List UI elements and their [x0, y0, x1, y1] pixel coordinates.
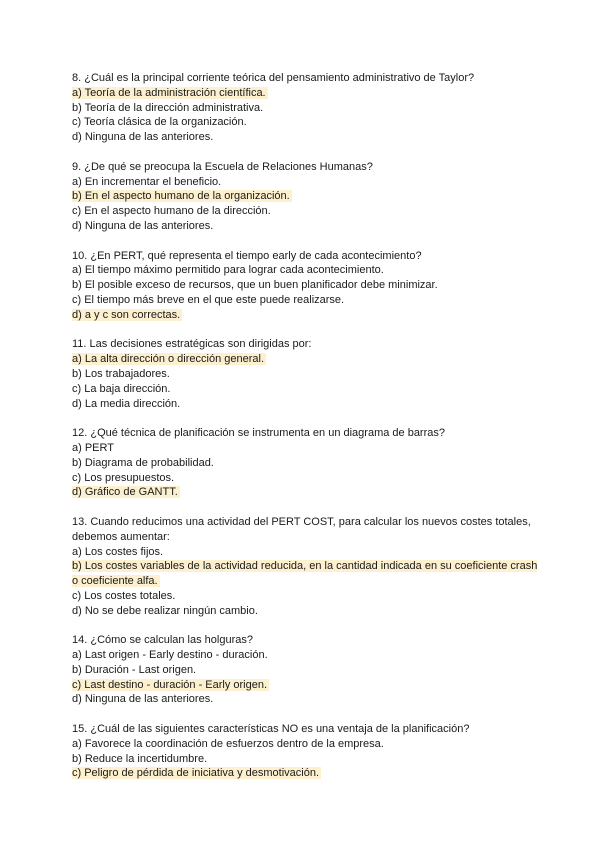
option-d: d) Ninguna de las anteriores.: [72, 693, 214, 706]
question-11: [72, 337, 542, 411]
option-b: b) Los trabajadores.: [72, 367, 170, 380]
highlighted-answer: d) a y c son correctas.: [72, 308, 181, 321]
option-c: [72, 766, 542, 781]
option-d: d) Ninguna de las anteriores.: [72, 219, 214, 232]
option-b: b) Reduce la incertidumbre.: [72, 752, 208, 765]
question-list: [72, 71, 542, 796]
highlighted-answer: a) Teoría de la administración científica.: [72, 86, 266, 99]
option-a: [72, 86, 542, 101]
option-b: b) El posible exceso de recursos, que un buen planificador debe minimizar.: [72, 279, 438, 292]
option-b: b) Teoría de la dirección administrativa.: [72, 101, 264, 114]
option-a: a) El tiempo máximo permitido para lograr cada acontecimiento.: [72, 264, 384, 277]
option-d: d) No se debe realizar ningún cambio.: [72, 604, 258, 617]
option-b: [72, 559, 542, 589]
option-c: c) Los presupuestos.: [72, 471, 175, 484]
option-d: [72, 485, 542, 500]
option-c: c) Los costes totales.: [72, 589, 176, 602]
question-prompt: 11. Las decisiones estratégicas son dirigidas por:: [72, 338, 312, 351]
question-prompt: 10. ¿En PERT, qué representa el tiempo early de cada acontecimiento?: [72, 249, 422, 262]
highlighted-answer: a) La alta dirección o dirección general.: [72, 353, 265, 366]
highlighted-answer: d) Gráfico de GANTT.: [72, 486, 178, 499]
question-prompt: 12. ¿Qué técnica de planificación se instrumenta en un diagrama de barras?: [72, 427, 445, 440]
option-c: c) El tiempo más breve en el que este puede realizarse.: [72, 293, 345, 306]
question-prompt: 13. Cuando reducimos una actividad del PERT COST, para calcular los nuevos costes totales, debemos aumentar:: [72, 515, 531, 543]
option-c: c) Teoría clásica de la organización.: [72, 116, 247, 129]
option-a: a) Los costes fijos.: [72, 545, 164, 558]
question-12: [72, 426, 542, 500]
option-a: a) Last origen - Early destino - duración.: [72, 649, 268, 662]
highlighted-answer: c) Last destino - duración - Early origen.: [72, 678, 268, 691]
question-prompt: 14. ¿Cómo se calculan las holguras?: [72, 634, 253, 647]
highlighted-answer: c) Peligro de pérdida de iniciativa y desmotivación.: [72, 767, 320, 780]
option-a: [72, 352, 542, 367]
question-14: [72, 633, 542, 707]
question-9: [72, 160, 542, 234]
question-15: [72, 722, 542, 781]
option-a: a) En incrementar el beneficio.: [72, 175, 222, 188]
option-b: [72, 189, 542, 204]
question-prompt: 15. ¿Cuál de las siguientes características NO es una ventaja de la planificación?: [72, 723, 470, 736]
option-c: c) La baja dirección.: [72, 382, 171, 395]
option-c: c) En el aspecto humano de la dirección.: [72, 205, 271, 218]
option-d: d) Ninguna de las anteriores.: [72, 131, 214, 144]
option-b: b) Duración - Last origen.: [72, 663, 197, 676]
question-13: [72, 515, 542, 619]
option-a: a) PERT: [72, 441, 114, 454]
question-10: [72, 249, 542, 323]
option-a: a) Favorece la coordinación de esfuerzos dentro de la empresa.: [72, 737, 384, 750]
option-c: [72, 678, 542, 693]
question-8: [72, 71, 542, 145]
question-prompt: 9. ¿De qué se preocupa la Escuela de Relaciones Humanas?: [72, 160, 373, 173]
option-d: [72, 308, 542, 323]
highlighted-answer: b) En el aspecto humano de la organización.: [72, 190, 290, 203]
option-b: b) Diagrama de probabilidad.: [72, 456, 214, 469]
highlighted-answer: b) Los costes variables de la actividad reducida, en la cantidad indicada en su coeficiente crash o coeficiente alfa.: [72, 560, 538, 588]
question-prompt: 8. ¿Cuál es la principal corriente teórica del pensamiento administrativo de Taylor?: [72, 72, 475, 84]
option-d: d) La media dirección.: [72, 397, 181, 410]
